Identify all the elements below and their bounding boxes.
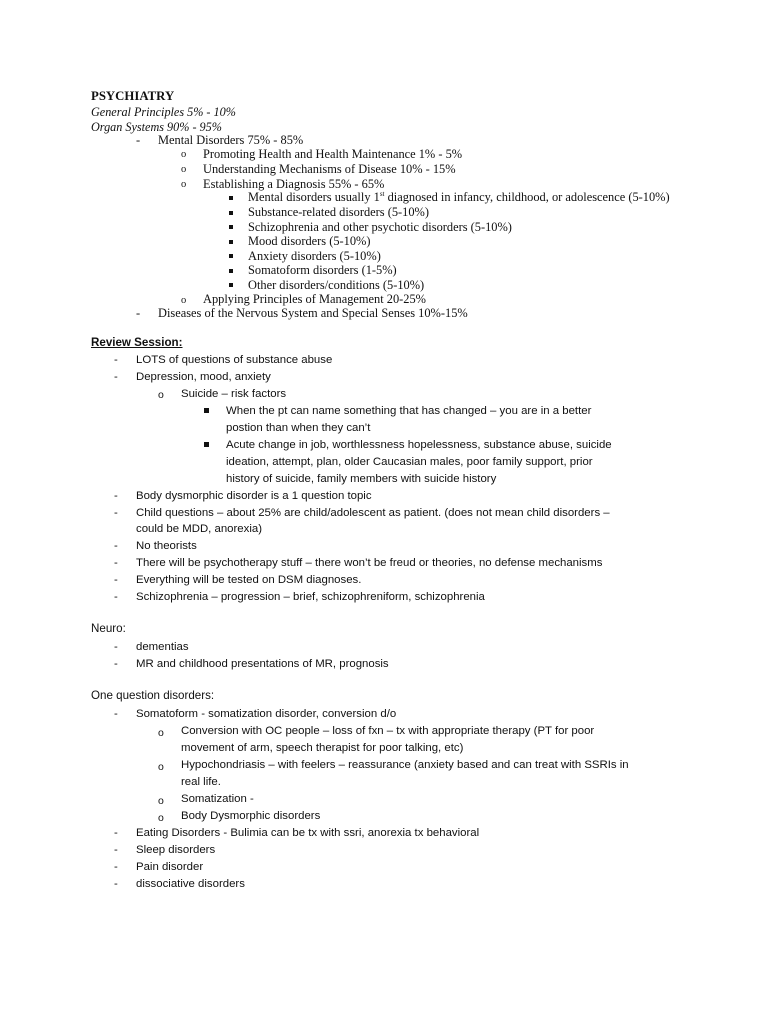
dx-item: Mood disorders (5-10%) [248, 234, 371, 248]
suicide-factor-2: Acute change in job, worthlessness hopelessness, substance abuse, suicide [226, 439, 612, 451]
circle-marker: o [158, 389, 164, 401]
list-item: dissociative disorders [136, 878, 245, 890]
square-bullet [229, 283, 233, 287]
dash-marker: - [114, 861, 118, 873]
dash-marker: - [114, 827, 118, 839]
list-item: No theorists [136, 540, 197, 552]
list-item: Pain disorder [136, 861, 204, 873]
square-bullet [229, 269, 233, 273]
one-question-heading: One question disorders: [91, 689, 215, 702]
suicide-factor-2-cont: ideation, attempt, plan, older Caucasian males, poor family support, prior [226, 456, 593, 468]
circle-marker: o [158, 761, 164, 773]
dx-item: Substance-related disorders (5-10%) [248, 205, 429, 219]
page-title: PSYCHIATRY [91, 89, 175, 103]
neuro-heading: Neuro: [91, 622, 126, 635]
list-item: MR and childhood presentations of MR, prognosis [136, 658, 389, 670]
square-bullet [229, 196, 233, 200]
outline-understanding: Understanding Mechanisms of Disease 10% - 15% [203, 162, 456, 176]
list-item-child-cont: could be MDD, anorexia) [136, 523, 262, 535]
circle-marker: o [158, 795, 164, 807]
dx-item: Other disorders/conditions (5-10%) [248, 278, 425, 292]
outline-nervous-system: Diseases of the Nervous System and Special Senses 10%-15% [158, 306, 468, 320]
dash-marker: - [114, 507, 118, 519]
square-bullet [204, 442, 209, 447]
list-item-conversion-cont: movement of arm, speech therapist for poor talking, etc) [181, 742, 464, 754]
dash-marker: - [136, 306, 141, 320]
list-item: Somatization - [181, 793, 254, 805]
outline-mental-disorders: Mental Disorders 75% - 85% [158, 133, 304, 147]
dx-item: Anxiety disorders (5-10%) [248, 249, 381, 263]
dash-marker: - [114, 658, 118, 670]
list-item: Depression, mood, anxiety [136, 371, 271, 383]
list-item: There will be psychotherapy stuff – there won’t be freud or theories, no defense mechanisms [136, 557, 603, 569]
list-item-conversion: Conversion with OC people – loss of fxn – tx with appropriate therapy (PT for poor [181, 725, 595, 737]
circle-marker: o [181, 164, 187, 175]
list-item: Everything will be tested on DSM diagnoses. [136, 574, 362, 586]
list-item: Body dysmorphic disorder is a 1 question topic [136, 490, 372, 502]
dash-marker: - [114, 557, 118, 569]
list-item: Somatoform - somatization disorder, conversion d/o [136, 708, 397, 720]
list-item: Sleep disorders [136, 844, 216, 856]
suicide-factor-1: When the pt can name something that has changed – you are in a better [226, 405, 592, 417]
list-item-hypochondriasis: Hypochondriasis – with feelers – reassurance (anxiety based and can treat with SSRIs in [181, 759, 629, 771]
list-item: Body Dysmorphic disorders [181, 810, 321, 822]
square-bullet [229, 225, 233, 229]
dash-marker: - [114, 490, 118, 502]
dash-marker: - [114, 371, 118, 383]
dash-marker: - [114, 354, 118, 366]
circle-marker: o [158, 812, 164, 824]
dash-marker: - [114, 574, 118, 586]
suicide-factor-1-cont: postion than when they can’t [226, 422, 371, 434]
outline-applying: Applying Principles of Management 20-25% [203, 292, 426, 306]
square-bullet [229, 254, 233, 258]
square-bullet [229, 240, 233, 244]
list-item: Eating Disorders - Bulimia can be tx with ssri, anorexia tx behavioral [136, 827, 480, 839]
outline-establishing: Establishing a Diagnosis 55% - 65% [203, 177, 385, 191]
dash-marker: - [114, 641, 118, 653]
dx-infancy: Mental disorders usually 1st diagnosed in infancy, childhood, or adolescence (5-10%) [248, 189, 670, 204]
list-item: dementias [136, 641, 189, 653]
list-item-hypochondriasis-cont: real life. [181, 776, 221, 788]
dash-marker: - [136, 133, 141, 147]
suicide-factor-2-cont: history of suicide, family members with suicide history [226, 473, 497, 485]
square-bullet [229, 211, 233, 215]
circle-marker: o [181, 179, 187, 190]
circle-marker: o [181, 295, 187, 306]
organ-systems-line: Organ Systems 90% - 95% [91, 120, 222, 134]
list-item-child: Child questions – about 25% are child/adolescent as patient. (does not mean child disorders – [136, 507, 610, 519]
dash-marker: - [114, 878, 118, 890]
outline-promoting: Promoting Health and Health Maintenance 1% - 5% [203, 147, 463, 161]
list-item-suicide: Suicide – risk factors [181, 388, 287, 400]
circle-marker: o [158, 727, 164, 739]
list-item: Schizophrenia – progression – brief, schizophreniform, schizophrenia [136, 591, 485, 603]
circle-marker: o [181, 149, 187, 160]
dx-item: Somatoform disorders (1-5%) [248, 263, 397, 277]
dash-marker: - [114, 591, 118, 603]
dash-marker: - [114, 844, 118, 856]
dx-item: Schizophrenia and other psychotic disorders (5-10%) [248, 220, 512, 234]
general-principles-line: General Principles 5% - 10% [91, 105, 236, 119]
dash-marker: - [114, 708, 118, 720]
square-bullet [204, 408, 209, 413]
review-session-heading: Review Session: [91, 336, 183, 349]
list-item: LOTS of questions of substance abuse [136, 354, 333, 366]
dash-marker: - [114, 540, 118, 552]
